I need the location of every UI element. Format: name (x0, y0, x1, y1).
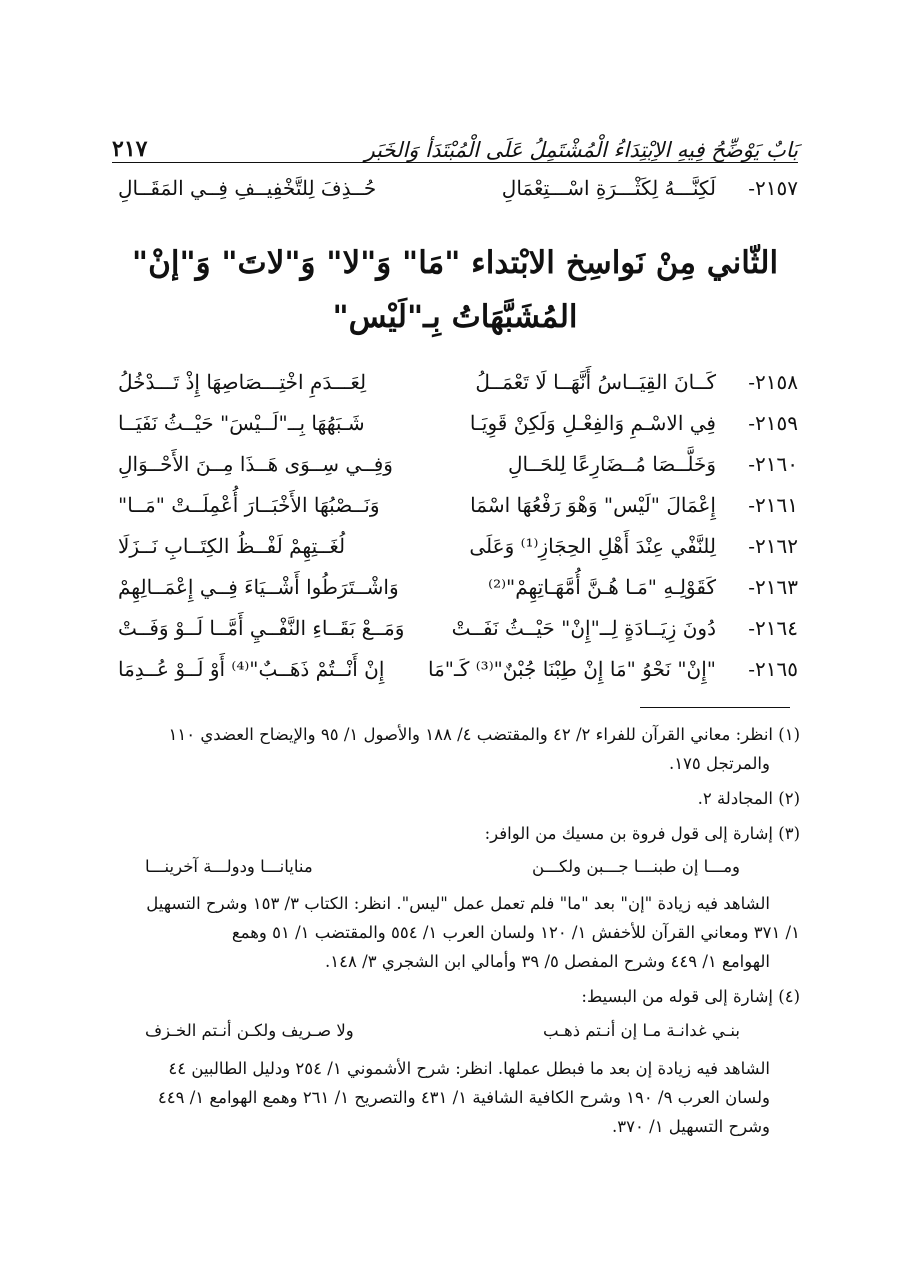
verse-first-hemistich: إِعْمَالَ "لَيْس" وَهْوَ رَفْعُهَا اسْمَا (470, 493, 716, 517)
verse-second-hemistich: وَمَــعْ بَقَــاءِ النَّفْــيِ أَمَّــا لَــوْ وَفَــتْ (118, 616, 405, 640)
verse-first-hemistich: كَقَوْلِـهِ "مَـا هُـنَّ أُمَّهَـاتِهِمْ"⁽²⁾ (488, 575, 716, 599)
footnote-3-intro: (٣) إشارة إلى قول فروة بن مسيك من الوافر: (484, 824, 800, 843)
page-number: ٢١٧ (112, 136, 148, 162)
verse-first-hemistich: لِلنَّفْي عِنْدَ أَهْلِ الحِجَازِ⁽¹⁾ وَعَلَى (469, 534, 716, 558)
verse-number: ٢١٦٢- (748, 534, 798, 558)
verse-line (118, 567, 798, 607)
footnote-4-line: وشرح التسهيل ١/ ٣٧٠. (612, 1117, 770, 1136)
verse-number: ٢١٦٣- (748, 575, 798, 599)
verse-second-hemistich: وَفِــي سِــوَى هَــذَا مِــنَ الأَحْــوَالِ (118, 452, 393, 476)
verse-line (118, 168, 798, 208)
verse-first-hemistich: دُونَ زِيَــادَةٍ لِــ"إِنْ" حَيْــثُ نَفَــتْ (451, 616, 716, 640)
verse-number: ٢١٥٩- (748, 411, 798, 435)
footnote-1-continuation: والمرتجل ١٧٥. (668, 754, 770, 773)
footnote-3-line: الهوامع ١/ ٤٤٩ وشرح المفصل ٥/ ٣٩ وأمالي ابن الشجري ٣/ ١٤٨. (325, 952, 770, 971)
footnote-4-verse (145, 1016, 740, 1045)
verse-number: ٢١٥٧- (748, 176, 798, 200)
verse-second-hemistich: لِعَـــدَمِ اخْتِـــصَاصِهَا إِذْ تَـــدْخُلُ (118, 370, 367, 394)
footnote-verse-second: ولا صـريف ولكـن أنـتم الخـزف (145, 1021, 354, 1040)
verse-second-hemistich: وَاشْــتَرَطُوا أَشْــيَاءَ فِــي إِعْمَــالِهِمْ (118, 575, 399, 599)
footnote-3-line: الشاهد فيه زيادة "إن" بعد "ما" فلم تعمل عمل "ليس". انظر: الكتاب ٣/ ١٥٣ وشرح التسهيل (146, 894, 770, 913)
running-header (112, 122, 798, 163)
verse-line (118, 444, 798, 484)
verse-second-hemistich: حُــذِفَ لِلتَّخْفِيــفِ فِــي المَقَــالِ (118, 176, 377, 200)
verse-number: ٢١٥٨- (748, 370, 798, 394)
footnote-3-line: ١/ ٣٧١ ومعاني القرآن للأخفش ١/ ١٢٠ ولسان العرب ١/ ٥٥٤ والمقتضب ١/ ٥١ وهمع (231, 923, 800, 942)
verse-number: ٢١٦١- (748, 493, 798, 517)
verse-second-hemistich: إِنْ أَنْــتُمْ ذَهَــبٌ"⁽⁴⁾ أَوْ لَــوْ عُــدِمَا (118, 657, 385, 681)
verse-line (118, 608, 798, 648)
footnote-verse-first: بنـي غدانـة مـا إن أنـتم ذهـب (543, 1021, 740, 1040)
footnote-2: (٢) المجادلة ٢. (697, 789, 800, 808)
verse-number: ٢١٦٠- (748, 452, 798, 476)
verse-number: ٢١٦٤- (748, 616, 798, 640)
section-heading-line-1: الثّاني مِنْ نَواسِخ الابْتداء "مَا" وَ"لا" وَ"لاتَ" وَ"إنْ" (131, 245, 779, 281)
verse-first-hemistich: كَــانَ القِيَــاسُ أَنَّهَــا لَا تَعْمَــلُ (475, 370, 716, 394)
footnote-4-intro: (٤) إشارة إلى قوله من البسيط: (581, 987, 800, 1006)
footnote-divider (640, 707, 790, 708)
footnote-1: (١) انظر: معاني القرآن للفراء ٢/ ٤٢ والمقتضب ٤/ ١٨٨ والأصول ١/ ٩٥ والإيضاح العضدي ١١٠ (168, 725, 800, 744)
verse-first-hemistich: لَكِنَّـــهُ لِكَثْـــرَةِ اسْـــتِعْمَالِ (501, 176, 716, 200)
verse-second-hemistich: وَنَــصْبُهَا الأَخْبَــارَ أُعْمِلَــتْ "مَــا" (118, 493, 380, 517)
footnote-4-line: ولسان العرب ٩/ ١٩٠ وشرح الكافية الشافية ١/ ٤٣١ والتصريح ١/ ٢٦١ وهمع الهوامع ١/ ٤٤٩ (157, 1088, 770, 1107)
verse-first-hemistich: "إِنْ" نَحْوُ "مَا إِنْ طِبْنَا جُبْنٌ"⁽³⁾ كَـ"مَا (428, 657, 716, 681)
verse-number: ٢١٦٥- (748, 657, 798, 681)
verse-line (118, 485, 798, 525)
section-heading-line-2: المُشَبَّهَاتُ بِـ"لَيْس" (332, 299, 578, 335)
verse-second-hemistich: شَـبَهُهَا بِــ"لَــيْسَ" حَيْــثُ نَفَيَــا (118, 411, 365, 435)
footnote-verse-second: منايانـــا ودولـــة آخرينـــا (145, 857, 313, 876)
verse-line (118, 362, 798, 402)
footnote-4-line: الشاهد فيه زيادة إن بعد ما فبطل عملها. انظر: شرح الأشموني ١/ ٢٥٤ ودليل الطالبين ٤٤ (168, 1059, 770, 1078)
verse-line (118, 649, 798, 689)
verse-second-hemistich: لُغَــتِهِمْ لَفْــظُ الكِتَــابِ نَــزَلَا (118, 534, 346, 558)
verse-line (118, 403, 798, 443)
footnote-3-verse (145, 852, 740, 881)
verse-first-hemistich: فِي الاسْـمِ وَالفِعْـلِ وَلَكِنْ قَوِيَـا (469, 411, 716, 435)
footnote-verse-first: ومـــا إن طبنـــا جـــبن ولكـــن (531, 857, 740, 876)
verse-first-hemistich: وَخَلَّــصَا مُــضَارِعًا لِلحَــالِ (507, 452, 716, 476)
verse-line (118, 526, 798, 566)
chapter-title: بَابٌ يَوْضِّحُ فِيهِ الاِبْتِدَاءُ الْمُشْتَمِلُ عَلَى الْمُبْتَدَأ وَالخَبَر (364, 138, 798, 162)
